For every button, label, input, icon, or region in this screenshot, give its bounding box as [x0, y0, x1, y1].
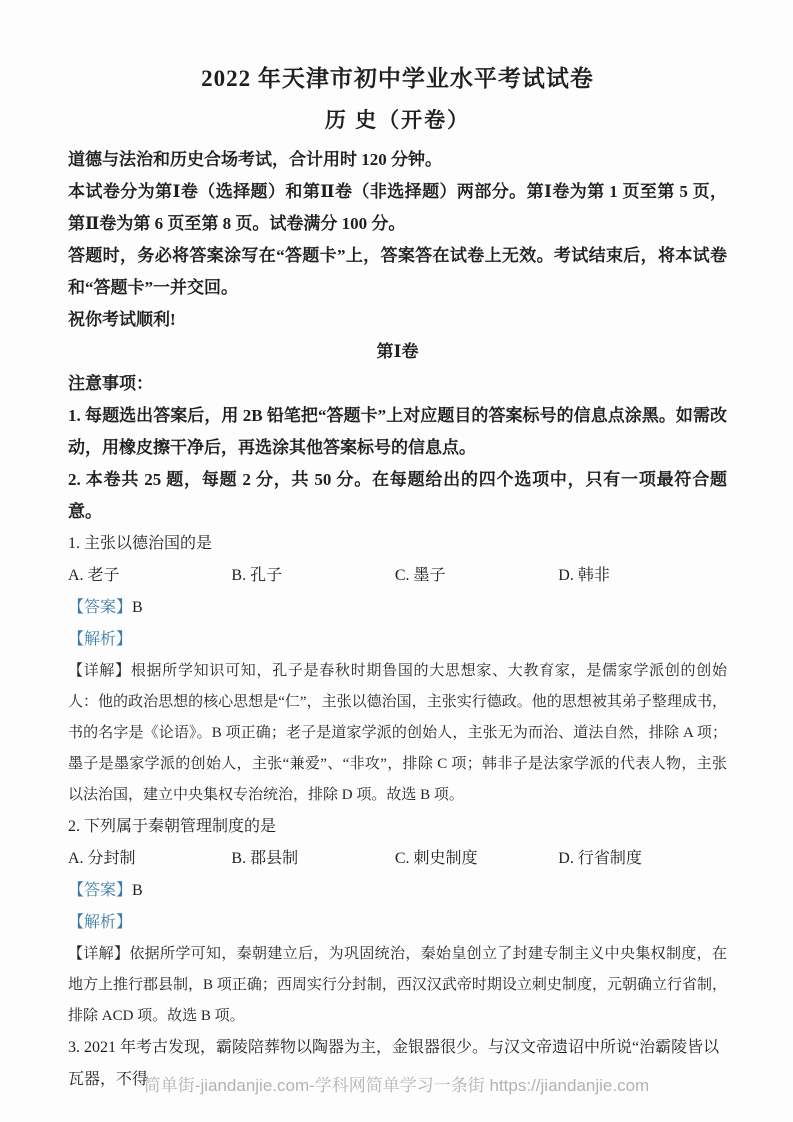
- watermark-footer: 简单街-jiandanjie.com-学科网简单学习一条街 https://jiandanjie.com: [143, 1076, 650, 1095]
- document-subject: 历 史（开卷）: [324, 108, 471, 132]
- question-2-answer-value: B: [132, 882, 143, 899]
- notes-list: [68, 400, 727, 528]
- question-1-options: [68, 560, 727, 592]
- note-item-2: 2. 本卷共 25 题，每题 2 分，共 50 分。在每题给出的四个选项中，只有一项最符合题意。: [68, 470, 727, 521]
- question-2-option-a: A. 分封制: [68, 850, 136, 867]
- question-1-option-d: D. 韩非: [558, 567, 610, 584]
- question-2-answer-line: [68, 875, 727, 907]
- note-item-1: 1. 每题选出答案后，用 2B 铅笔把“答题卡”上对应题目的答案标号的信息点涂黑。如需改动，用橡皮擦干净后，再选涂其他答案标号的信息点。: [68, 406, 727, 457]
- question-1-detail-text: 根据所学知识可知，孔子是春秋时期鲁国的大思想家、大教育家，是儒家学派创的创始人：他的政治思想的核心思想是“仁”，主张以德治国，主张实行德政。他的思想被其弟子整理成书，书的名字是《论语》。B 项正确；老子是道家学派的创始人，主张无为而治、道法自然，排除 A 项；墨子是墨家学派的创始人，主张“兼爱”、“非攻”，排除 C 项；韩非子是法家学派的代表人物，主张以法治国，建立中央集权专治统治，排除 D 项。故选 B 项。: [68, 663, 727, 803]
- question-1: [68, 528, 727, 811]
- instruction-good-luck: 祝你考试顺利!: [68, 310, 176, 329]
- question-1-analysis-line: [68, 624, 727, 656]
- exam-instructions: [68, 144, 727, 336]
- question-2-option-c: C. 刺史制度: [394, 850, 478, 867]
- question-1-option-c: C. 墨子: [394, 567, 446, 584]
- question-2-detail: [68, 939, 727, 1032]
- analysis-label: 【解析】: [68, 914, 133, 931]
- question-1-option-b: B. 孔子: [231, 567, 283, 584]
- section-heading-volume-1: 第Ⅰ卷: [376, 342, 419, 361]
- document-title: 2022 年天津市初中学业水平考试试卷: [201, 66, 594, 91]
- question-1-option-a: A. 老子: [68, 567, 120, 584]
- analysis-label: 【解析】: [68, 631, 133, 648]
- question-3-stem: 3. 2021 年考古发现，霸陵陪葬物以陶器为主，金银器很少。与汉文帝遗诏中所说“治霸陵皆以瓦器，不得: [68, 1039, 720, 1088]
- question-2-stem: 2. 下列属于秦朝管理制度的是: [68, 818, 277, 835]
- notes-heading: 注意事项：: [68, 374, 153, 393]
- question-2-option-b: B. 郡县制: [231, 850, 299, 867]
- answer-label: 【答案】: [68, 882, 133, 899]
- question-1-answer-value: B: [132, 599, 143, 616]
- question-2-option-d: D. 行省制度: [558, 850, 642, 867]
- instruction-structure: 本试卷分为第Ⅰ卷（选择题）和第Ⅱ卷（非选择题）两部分。第Ⅰ卷为第 1 页至第 5 页，第Ⅱ卷为第 6 页至第 8 页。试卷满分 100 分。: [68, 182, 727, 233]
- question-2-options: [68, 843, 727, 875]
- instruction-duration: 道德与法治和历史合场考试，合计用时 120 分钟。: [68, 150, 442, 169]
- detail-label: 【详解】: [68, 946, 130, 962]
- detail-label: 【详解】: [68, 663, 131, 679]
- answer-label: 【答案】: [68, 599, 133, 616]
- instruction-answer-sheet: 答题时，务必将答案涂写在“答题卡”上，答案答在试卷上无效。考试结束后，将本试卷和“答题卡”一并交回。: [68, 246, 727, 297]
- question-1-answer-line: [68, 592, 727, 624]
- question-1-stem: 1. 主张以德治国的是: [68, 535, 213, 552]
- question-2-detail-text: 依据所学可知，秦朝建立后，为巩固统治，秦始皇创立了封建专制主义中央集权制度，在地方上推行郡县制，B 项正确；西周实行分封制，西汉汉武帝时期设立刺史制度，元朝确立行省制，排除 ACD 项。故选 B 项。: [68, 946, 727, 1024]
- question-1-detail: [68, 656, 727, 811]
- question-2: [68, 811, 727, 1032]
- question-2-analysis-line: [68, 907, 727, 939]
